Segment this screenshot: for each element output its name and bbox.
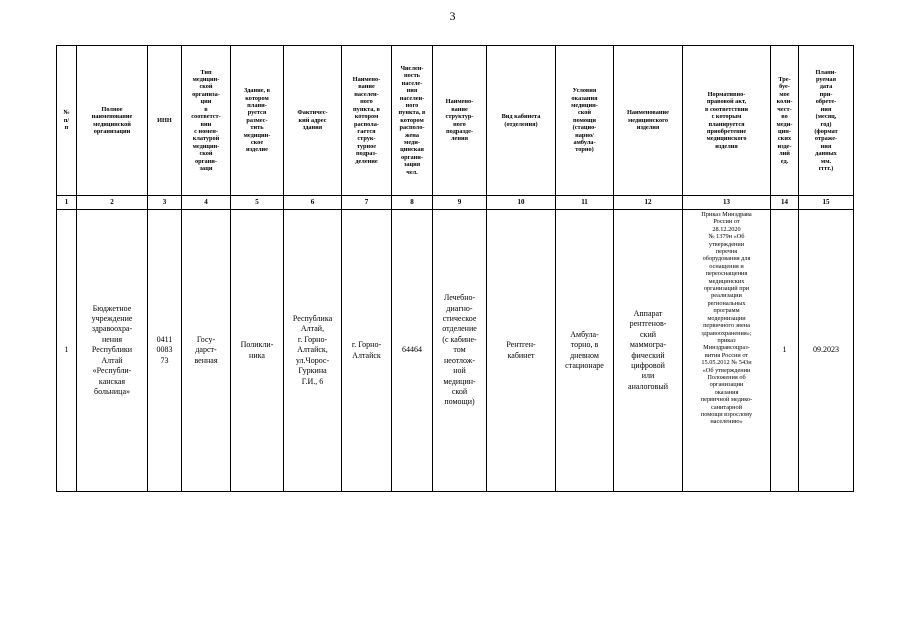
row-number-cell: 1 [57, 210, 77, 492]
legal-act-cell: Приказ Минздрава России от 28.12.2020 № 1379н «Об утверждении перечня оборудования для оснащения и переоснащения медицинских организаций при реализации региональных программ модернизации первичного звена здравоохранения»; приказ Минздравсоцраз- вития России от 15.05.2012 № 543н «Об утверждении Положения об организации оказания первичной медико- санитарной помощи взрослому населению» [683, 210, 771, 492]
header-cell-inn: ИНН [148, 46, 182, 196]
header-cell-quantity: Тре- буе- мое коли- чест- во меди- цин- ских изде- лий ед. [771, 46, 799, 196]
locality-cell: г. Горно- Алтайск [342, 210, 392, 492]
inn-cell: 0411 0083 73 [148, 210, 182, 492]
header-cell-building: Здание, в котором плани- руется размес- тить медицин- ское изделие [231, 46, 284, 196]
column-number-cell: 6 [284, 196, 342, 210]
column-number-cell: 13 [683, 196, 771, 210]
header-cell-population: Числен- ность населе- ния населен- ного пункта, в котором располо- жена меди- цинская органи- зация чел. [392, 46, 433, 196]
address-cell: Республика Алтай, г. Горно- Алтайск, ул.Чорос- Гуркина Г.И., 6 [284, 210, 342, 492]
quantity-cell: 1 [771, 210, 799, 492]
column-number-cell: 2 [77, 196, 148, 210]
header-cell-legal-act: Нормативно- правовой акт, в соответствии с которым планируется приобретение медицинского изделия [683, 46, 771, 196]
column-number-cell: 10 [487, 196, 556, 210]
header-cell-planned-date: Плани- руемая дата при- обрете- ния (месяц, год) (формат отраже- ния данных мм. гггг.) [799, 46, 854, 196]
column-number-cell: 14 [771, 196, 799, 210]
column-number-cell: 12 [614, 196, 683, 210]
column-number-cell: 7 [342, 196, 392, 210]
cabinet-type-cell: Рентген- кабинет [487, 210, 556, 492]
device-name-cell: Аппарат рентгенов- ский маммогра- фический цифровой или аналоговый [614, 210, 683, 492]
column-number-cell: 8 [392, 196, 433, 210]
header-cell-device-name: Наименование медицинского изделия [614, 46, 683, 196]
equipment-table [56, 45, 854, 492]
table-row [57, 210, 854, 492]
header-cell-cabinet-type: Вид кабинета (отделения) [487, 46, 556, 196]
header-cell-locality: Наимено- вание населен- ного пункта, в котором распола- гается струк- турное подраз- деление [342, 46, 392, 196]
page-number: 3 [449, 9, 456, 23]
header-row [57, 46, 854, 196]
header-cell-row-number: № п/ п [57, 46, 77, 196]
care-conditions-cell: Амбула- торно, в дневном стационаре [556, 210, 614, 492]
department-cell: Лечебно- диагно- стическое отделение (с кабине- том неотлож- ной медицин- ской помощи) [433, 210, 487, 492]
column-number-cell: 15 [799, 196, 854, 210]
planned-date-cell: 09.2023 [799, 210, 854, 492]
column-number-row [57, 196, 854, 210]
header-cell-care-conditions: Условия оказания медицин- ской помощи (стацио- нарно/ амбула- торно) [556, 46, 614, 196]
population-cell: 64464 [392, 210, 433, 492]
column-number-cell: 5 [231, 196, 284, 210]
column-number-cell: 3 [148, 196, 182, 210]
building-cell: Поликли- ника [231, 210, 284, 492]
header-cell-department: Наимено- вание структур- ного подразде- ления [433, 46, 487, 196]
column-number-cell: 9 [433, 196, 487, 210]
column-number-cell: 11 [556, 196, 614, 210]
org-type-cell: Госу- дарст- венная [182, 210, 231, 492]
column-number-cell: 4 [182, 196, 231, 210]
column-number-cell: 1 [57, 196, 77, 210]
header-cell-address: Фактичес- кий адрес здания [284, 46, 342, 196]
header-cell-org-name: Полное наименование медицинской организации [77, 46, 148, 196]
org-name-cell: Бюджетное учреждение здравоохра- нения Республики Алтай «Республи- канская больница» [77, 210, 148, 492]
header-cell-org-type: Тип медицин- ской организа- ции в соответст- вии с номен- клатурой медицин- ской органи- заци [182, 46, 231, 196]
